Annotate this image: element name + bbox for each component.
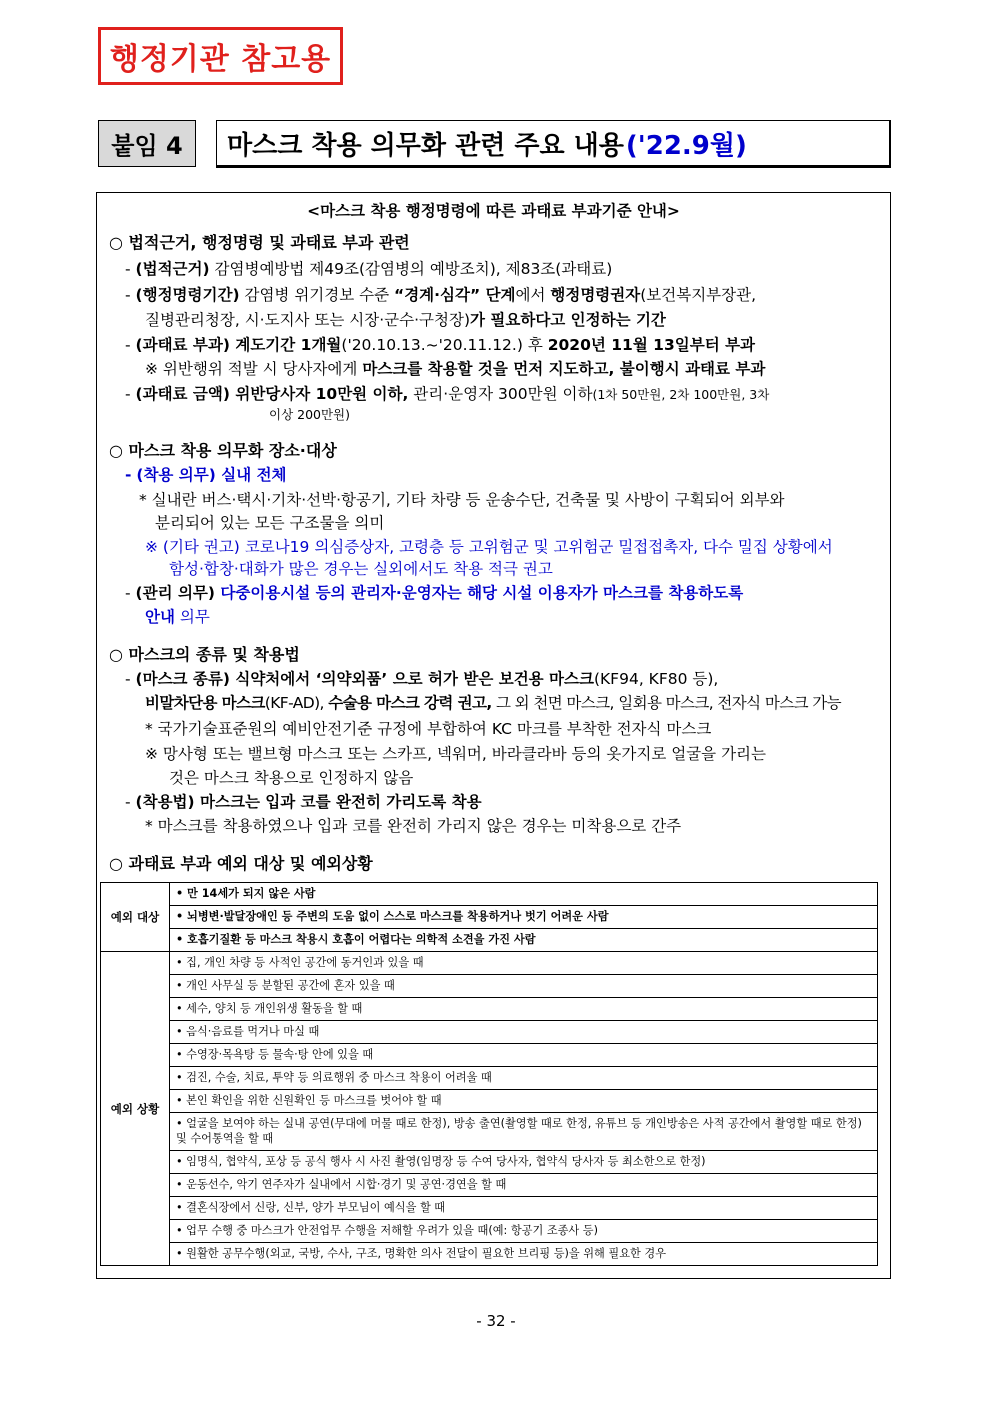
label: (과태료 부과) (135, 336, 230, 354)
exceptions-table (100, 882, 878, 1266)
list-item: • 호흡기질환 등 마스크 착용시 호흡이 어렵다는 의학적 소견을 가진 사람 (170, 929, 878, 952)
label: (관리 의무) (135, 584, 215, 602)
list-item: • 뇌병변·발달장애인 등 주변의 도움 없이 스스로 마스크를 착용하거나 벗기 어려운 사람 (170, 906, 878, 929)
fine-imposition-line (125, 335, 755, 355)
list-item: • 운동선수, 악기 연주자가 실내에서 시합·경기 및 공연·경연을 할 때 (170, 1174, 878, 1197)
table-row (101, 1151, 878, 1174)
box-title: <마스크 착용 행정명령에 따른 과태료 부과기준 안내> (307, 202, 680, 220)
non-approved-note-cont: 것은 마스크 착용으로 인정하지 않음 (169, 769, 414, 787)
list-item: • 개인 사무실 등 분할된 공간에 혼자 있을 때 (170, 975, 878, 998)
small-text: (1차 50만원, 2차 100만원, 3차 (592, 387, 770, 402)
table-row (101, 906, 878, 929)
bold-text: “경계·심각” 단계 (394, 286, 516, 304)
text: (보건복지부장관, (640, 286, 757, 304)
label: (법적근거) (135, 260, 210, 278)
fine-amount-line (125, 384, 769, 405)
mandatory-wearing-line (125, 465, 287, 485)
text: (KF-AD), (264, 694, 329, 712)
mask-type-cont (145, 693, 841, 713)
list-item: • 업무 수행 중 마스크가 안전업무 수행을 저해할 우려가 있을 때(예: 항공기 조종사 등) (170, 1220, 878, 1243)
label: (행정명령기간) (135, 286, 240, 304)
section-heading-places: ○ 마스크 착용 의무화 장소·대상 (109, 441, 337, 460)
mask-type-line (125, 669, 718, 689)
bold-text: 식약처에서 ‘의약외품’ 으로 허가 받은 보건용 마스크 (229, 670, 594, 688)
text: 질병관리청장, 시·도지사 또는 시장·군수·구청장) (145, 311, 471, 329)
section-heading-mask-types: ○ 마스크의 종류 및 착용법 (109, 645, 300, 664)
dash: - (125, 385, 131, 403)
title-date: ('22.9월) (625, 130, 747, 161)
text: 그 외 천면 마스크, 일회용 마스크, 전자식 마스크 가능 (491, 694, 842, 712)
list-item: • 원활한 공무수행(외교, 국방, 수사, 구조, 명확한 의사 전달이 필요한 브리핑 등)을 위해 필요한 경우 (170, 1243, 878, 1266)
list-item: • 음식·음료를 먹거나 마실 때 (170, 1021, 878, 1044)
list-item: • 세수, 양치 등 개인위생 활동을 할 때 (170, 998, 878, 1021)
text: 에서 (515, 286, 551, 304)
dash: - (125, 793, 131, 811)
page-number: - 32 - (476, 1312, 516, 1330)
other-recommendation-cont: 함성·합창·대화가 많은 경우는 실외에서도 착용 적극 권고 (169, 560, 553, 578)
dash: - (125, 670, 131, 688)
text: ('20.10.13.~'20.11.12.) 후 (341, 336, 548, 354)
table-row (101, 1220, 878, 1243)
label: (착용 의무) (136, 466, 216, 484)
management-duty-cont (145, 607, 210, 627)
dash: - (125, 260, 131, 278)
bold-text: 행정명령권자 (550, 286, 641, 304)
section-heading-exceptions: ○ 과태료 부과 예외 대상 및 예외상황 (109, 854, 373, 873)
list-item: • 얼굴을 보여야 하는 실내 공연(무대에 머물 때로 한정), 방송 출연(촬영할 때로 한정, 유튜브 등 개인방송은 사적 공간에서 촬영할 때로 한정) 및 수어통역을 할 때 (170, 1113, 878, 1151)
bold-text: 실내 전체 (215, 466, 287, 484)
exception-target-header: 예외 대상 (101, 883, 170, 952)
table-row (101, 975, 878, 998)
bold-text: 위반당사자 10만원 이하, (229, 385, 409, 403)
fine-amount-cont: 이상 200만원) (269, 407, 351, 422)
dash: - (125, 466, 132, 484)
list-item: • 결혼식장에서 신랑, 신부, 양가 부모님이 예식을 할 때 (170, 1197, 878, 1220)
text: 감염병예방법 제49조(감염병의 예방조치), 제83조(과태료) (209, 260, 613, 278)
table-row (101, 1243, 878, 1266)
bold-text: 가 필요하다고 인정하는 기간 (470, 311, 666, 329)
legal-basis-line (125, 259, 612, 279)
list-item: • 검진, 수술, 치료, 투약 등 의료행위 중 마스크 착용이 어려울 때 (170, 1067, 878, 1090)
list-item: • 임명식, 협약식, 포상 등 공식 행사 시 사진 촬영(임명장 등 수여 당사자, 협약식 당사자 등 최소한으로 한정) (170, 1151, 878, 1174)
table-row (101, 998, 878, 1021)
improper-wearing-note: * 마스크를 착용하였으나 입과 코를 완전히 가리지 않은 경우는 미착용으로 간주 (145, 817, 682, 835)
table-row (101, 883, 878, 906)
table-row (101, 952, 878, 975)
table-row (101, 1113, 878, 1151)
table-row (101, 1090, 878, 1113)
other-recommendation: ※ (기타 권고) 코로나19 의심증상자, 고령층 등 고위험군 및 고위험군 밀접접촉자, 다수 밀집 상황에서 (145, 538, 833, 556)
label: (착용법) (135, 793, 195, 811)
list-item: • 수영장·목욕탕 등 물속·탕 안에 있을 때 (170, 1044, 878, 1067)
table-row (101, 1067, 878, 1090)
table-row (101, 929, 878, 952)
bold-text: 계도기간 1개월 (229, 336, 342, 354)
list-item: • 본인 확인을 위한 신원확인 등 마스크를 벗어야 할 때 (170, 1090, 878, 1113)
text: 감염병 위기경보 수준 (239, 286, 395, 304)
table-row (101, 1044, 878, 1067)
list-item: • 만 14세가 되지 않은 사람 (170, 883, 878, 906)
label: (과태료 금액) (135, 385, 230, 403)
label: (마스크 종류) (135, 670, 230, 688)
content-box (96, 192, 891, 1279)
bold-text: 다중이용시설 등의 관리자·운영자는 해당 시설 이용자가 마스크를 착용하도록 (215, 584, 744, 602)
guidance-note (145, 359, 765, 379)
order-period-cont (145, 310, 666, 330)
order-period-line (125, 285, 756, 305)
text: ※ 위반행위 적발 시 당사자에게 (145, 360, 363, 378)
dash: - (125, 286, 131, 304)
list-item: • 집, 개인 차량 등 사적인 공간에 동거인과 있을 때 (170, 952, 878, 975)
table-row (101, 1197, 878, 1220)
indoor-definition: * 실내란 버스·택시·기차·선박·항공기, 기타 차량 등 운송수단, 건축물 및 사방이 구획되어 외부와 (139, 491, 785, 509)
dash: - (125, 584, 131, 602)
table-row (101, 1021, 878, 1044)
reference-stamp: 행정기관 참고용 (98, 27, 343, 85)
page-title (216, 120, 891, 168)
bold-text: 안내 (145, 608, 175, 626)
bold-text: 비말차단용 마스크 (145, 694, 265, 712)
text: 관리·운영자 300만원 이하 (408, 385, 593, 403)
kc-mark-note: * 국가기술표준원의 예비안전기준 규정에 부합하여 KC 마크를 부착한 전자식 마스크 (145, 720, 712, 738)
dash: - (125, 336, 131, 354)
attachment-tag: 붙임 4 (98, 120, 196, 167)
title-text: 마스크 착용 의무화 관련 주요 내용 (227, 130, 624, 161)
bold-text: 마스크를 착용할 것을 먼저 지도하고, 불이행시 과태료 부과 (362, 360, 766, 378)
text: (KF94, KF80 등), (593, 670, 719, 688)
bold-text: 2020년 11월 13일부터 부과 (547, 336, 756, 354)
text: 의무 (174, 608, 210, 626)
management-duty-line (125, 583, 743, 603)
non-approved-note: ※ 망사형 또는 밸브형 마스크 또는 스카프, 넥워머, 바라클라바 등의 옷가지로 얼굴을 가리는 (145, 745, 766, 763)
indoor-definition-cont: 분리되어 있는 모든 구조물을 의미 (155, 514, 385, 532)
table-row (101, 1174, 878, 1197)
bold-text: 마스크는 입과 코를 완전히 가리도록 착용 (194, 793, 482, 811)
section-heading-legal: ○ 법적근거, 행정명령 및 과태료 부과 관련 (109, 233, 410, 252)
bold-text: 수술용 마스크 강력 권고, (328, 694, 492, 712)
wearing-method-line (125, 792, 482, 812)
exception-situation-header: 예외 상황 (101, 952, 170, 1266)
